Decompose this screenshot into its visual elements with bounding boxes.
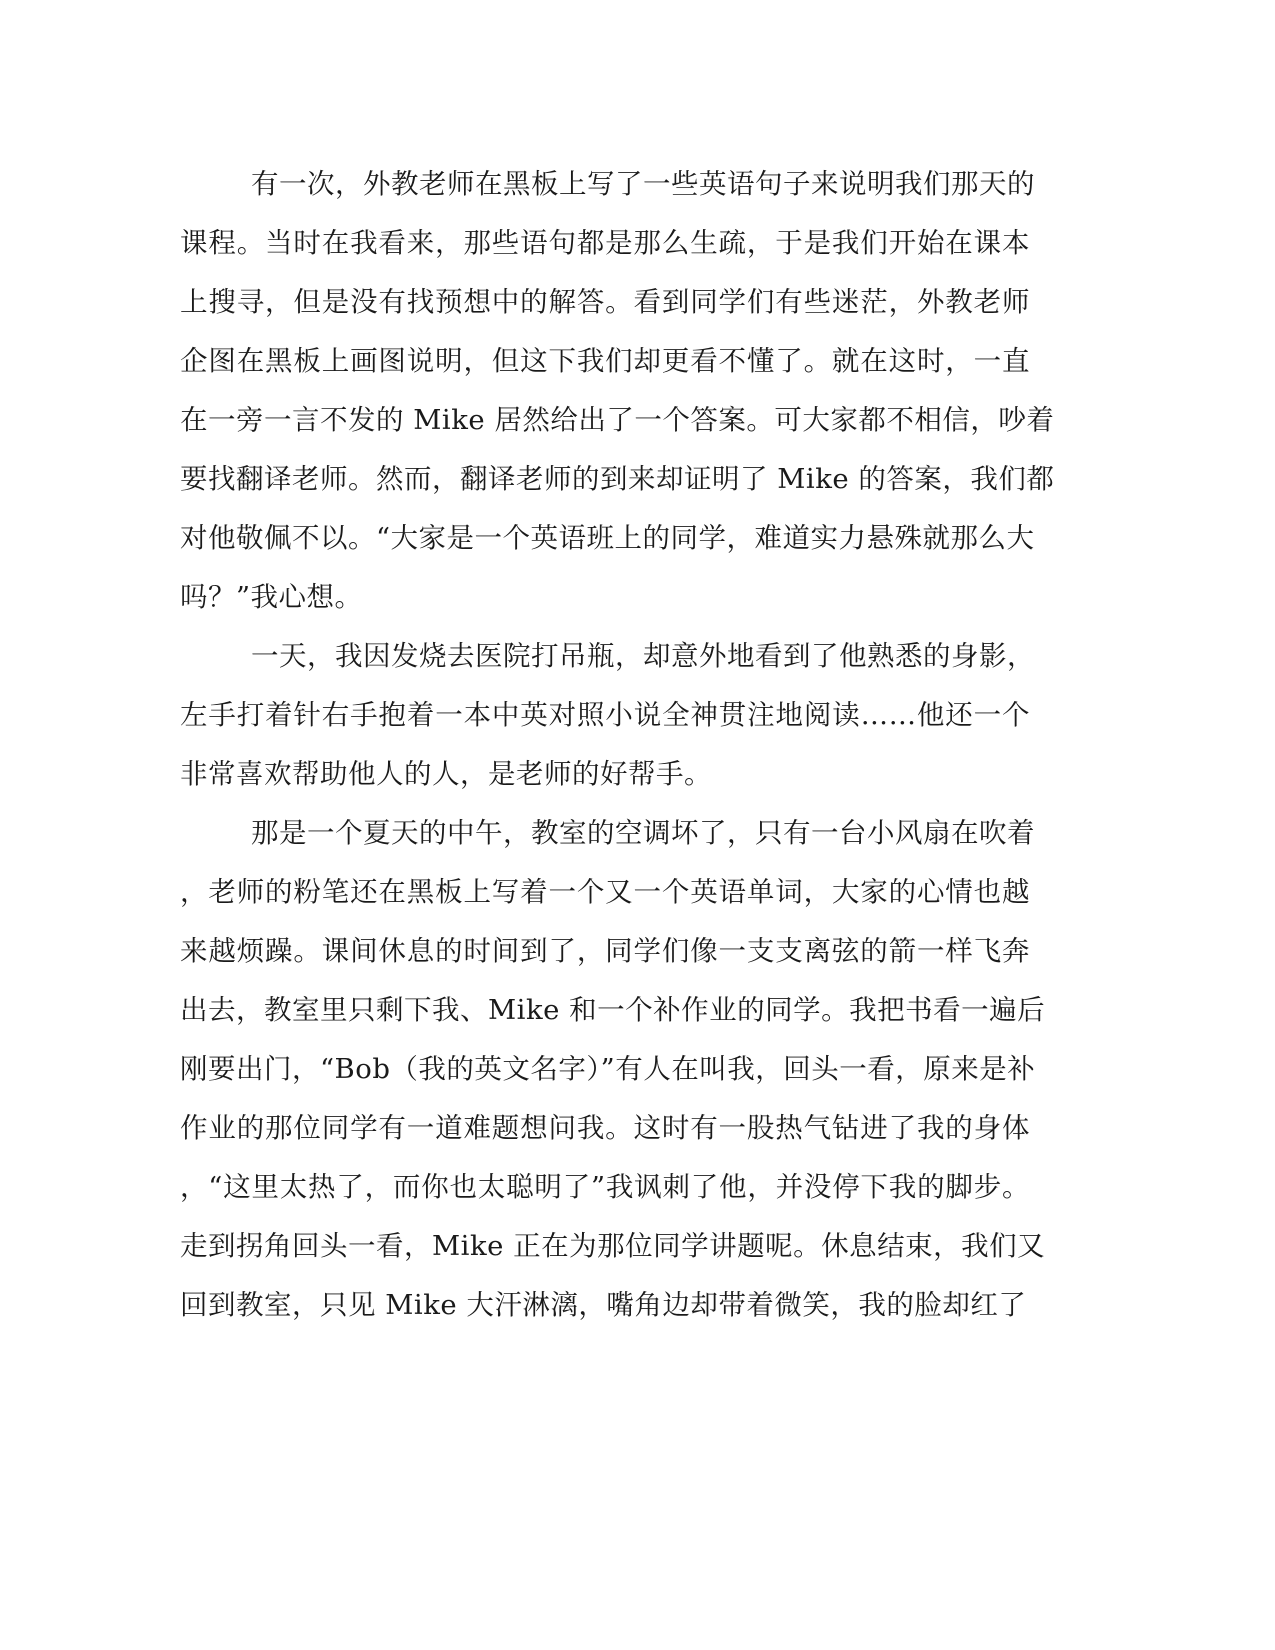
paragraph-1-line-3: 上搜寻，但是没有找预想中的解答。看到同学们有些迷茫，外教老师 xyxy=(180,286,1030,318)
paragraph-1-line-6: 要找翻译老师。然而，翻译老师的到来却证明了 Mike 的答案，我们都 xyxy=(180,463,1055,495)
paragraph-3-line-6: 作业的那位同学有一道难题想问我。这时有一股热气钻进了我的身体 xyxy=(180,1112,1030,1144)
paragraph-1-line-7: 对他敬佩不以。“大家是一个英语班上的同学，难道实力悬殊就那么大 xyxy=(180,522,1035,554)
paragraph-1-line-2: 课程。当时在我看来，那些语句都是那么生疏，于是我们开始在课本 xyxy=(180,227,1030,259)
paragraph-1-line-8: 吗？”我心想。 xyxy=(180,581,363,613)
paragraph-3-line-9: 回到教室，只见 Mike 大汗淋漓，嘴角边却带着微笑，我的脸却红了 xyxy=(180,1289,1027,1321)
paragraph-3-line-4: 出去，教室里只剩下我、Mike 和一个补作业的同学。我把书看一遍后 xyxy=(180,994,1046,1026)
document-body xyxy=(180,155,1055,1335)
paragraph-2-line-1: 一天，我因发烧去医院打吊瓶，却意外地看到了他熟悉的身影， xyxy=(251,640,1035,672)
paragraph-3-line-1: 那是一个夏天的中午，教室的空调坏了，只有一台小风扇在吹着 xyxy=(251,817,1035,849)
paragraph-1-line-4: 企图在黑板上画图说明，但这下我们却更看不懂了。就在这时，一直 xyxy=(180,345,1030,377)
paragraph-2-line-3: 非常喜欢帮助他人的人，是老师的好帮手。 xyxy=(180,758,712,790)
paragraph-3-line-7: ，“这里太热了，而你也太聪明了”我讽刺了他，并没停下我的脚步。 xyxy=(180,1171,1030,1203)
paragraph-3-line-2: ，老师的粉笔还在黑板上写着一个又一个英语单词，大家的心情也越 xyxy=(180,876,1030,908)
paragraph-3-line-5: 刚要出门，“Bob（我的英文名字）”有人在叫我，回头一看，原来是补 xyxy=(180,1053,1036,1085)
paragraph-2-line-2: 左手打着针右手抱着一本中英对照小说全神贯注地阅读……他还一个 xyxy=(180,699,1030,731)
paragraph-3-line-3: 来越烦躁。课间休息的时间到了，同学们像一支支离弦的箭一样飞奔 xyxy=(180,935,1030,967)
paragraph-3-line-8: 走到拐角回头一看，Mike 正在为那位同学讲题呢。休息结束，我们又 xyxy=(180,1230,1046,1262)
paragraph-1-line-5: 在一旁一言不发的 Mike 居然给出了一个答案。可大家都不相信，吵着 xyxy=(180,404,1055,436)
paragraph-1-line-1: 有一次，外教老师在黑板上写了一些英语句子来说明我们那天的 xyxy=(251,168,1035,200)
